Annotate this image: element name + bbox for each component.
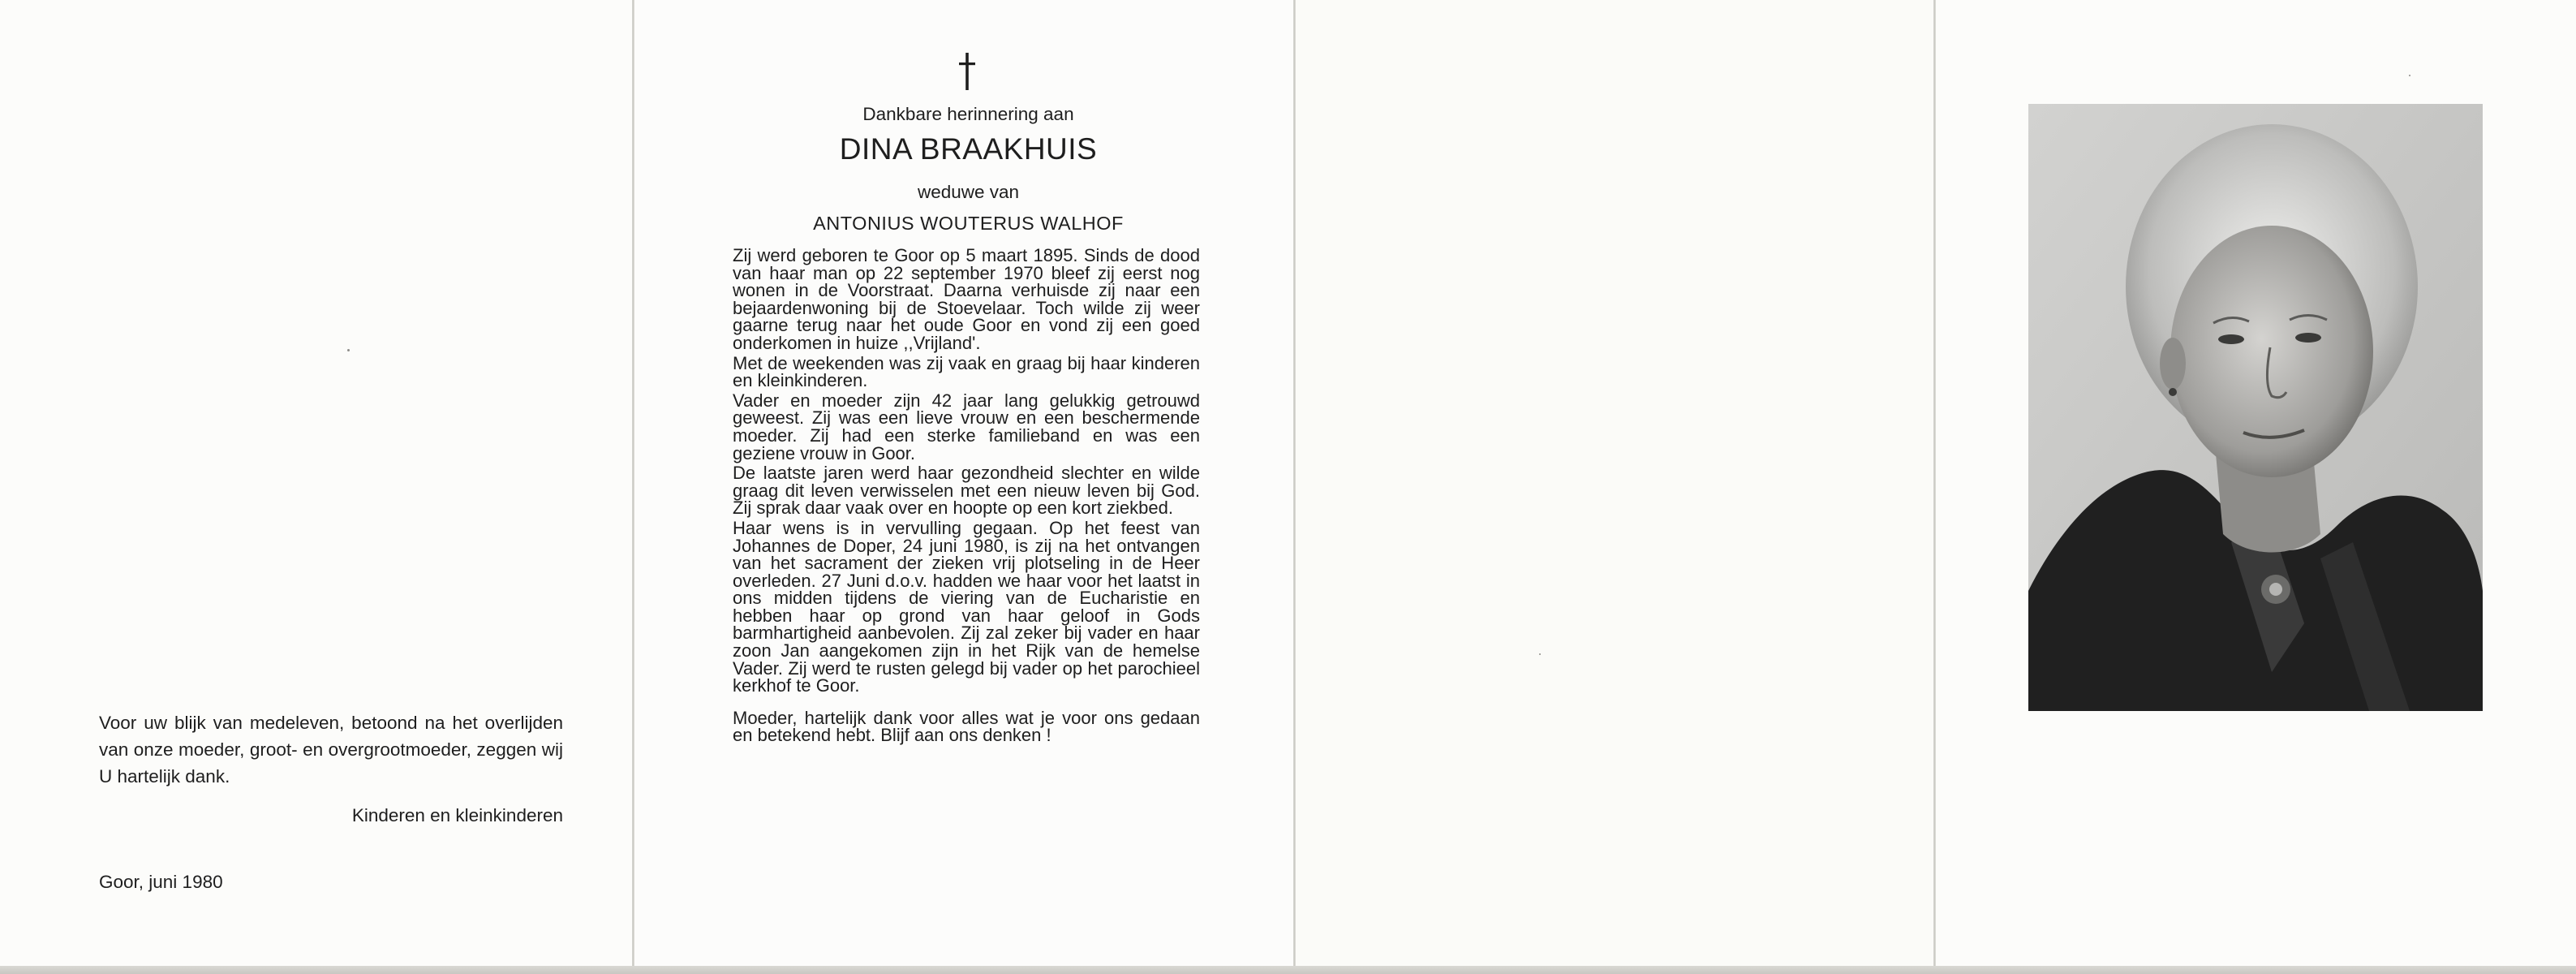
bio-paragraph: Moeder, hartelijk dank voor alles wat je voor ons gedaan en betekend hebt. Blijf aan ons denken !	[733, 707, 1200, 746]
bio-paragraph: Zij werd geboren te Goor op 5 maart 1895. Sinds de dood van haar man op 22 september 1970 bleef zij eerst nog wonen in de Voorstraat. Daarna verhuisde zij naar een bejaardenwoning bij de Stoevelaar. Toch wilde zij weer gaarne terug naar het oude Goor en vond zij een goed onderkomen in huize ,,Vrijland'.	[733, 245, 1200, 353]
blank-panel	[1296, 0, 1933, 968]
paper-speck	[2409, 75, 2410, 76]
portrait-photo	[2028, 104, 2483, 711]
cross-icon	[951, 50, 983, 93]
deceased-name: DINA BRAAKHUIS	[839, 132, 1098, 166]
bio-paragraph: Met de weekenden was zij vaak en graag bij haar kinderen en kleinkinderen.	[733, 352, 1200, 391]
card-bottom-edge	[0, 966, 2576, 974]
thank-you-message: Voor uw blijk van medeleven, betoond na het overlijden van onze moeder, groot- en overgrootmoeder, zeggen wij U hartelijk dank.	[99, 713, 563, 787]
widow-of-line: weduwe van	[917, 182, 1020, 202]
bio-paragraph: Haar wens is in vervulling gegaan. Op het feest van Johannes de Doper, 24 juni 1980, is zij na het ontvangen van het sacrament der zieken vrij plotseling in de Heer overleden. 27 Juni d.o.v. hadden we haar voor het laatst in ons midden tijdens de viering van de Eucharistie en hebben haar op grond van haar geloof in Gods barmhartigheid aanbevolen. Zij zal zeker bij vader en haar zoon Jan aangekomen zijn in het Rijk van de hemelse Vader. Zij werd te rusten gelegd bij vader op het parochieel kerkhof te Goor.	[733, 517, 1200, 696]
bio-paragraph: Vader en moeder zijn 42 jaar lang gelukkig getrouwd geweest. Zij was een lieve vrouw en een beschermende moeder. Zij had een sterke familieband en was een geziene vrouw in Goor.	[733, 390, 1200, 463]
paper-speck	[1539, 653, 1541, 655]
bio-paragraph: De laatste jaren werd haar gezondheid slechter en wilde graag dit leven verwisselen met een nieuw leven bij God. Zij sprak daar vaak over en hoopte op een kort ziekbed.	[733, 463, 1200, 519]
paper-speck	[347, 349, 350, 351]
intro-line: Dankbare herinnering aan	[862, 104, 1074, 124]
fold-line	[1933, 0, 1936, 968]
fold-line	[1293, 0, 1296, 968]
biography	[733, 247, 1200, 747]
place-date: Goor, juni 1980	[99, 872, 223, 892]
fold-line	[632, 0, 634, 968]
husband-name: ANTONIUS WOUTERUS WALHOF	[813, 213, 1124, 234]
signature: Kinderen en kleinkinderen	[351, 805, 563, 825]
